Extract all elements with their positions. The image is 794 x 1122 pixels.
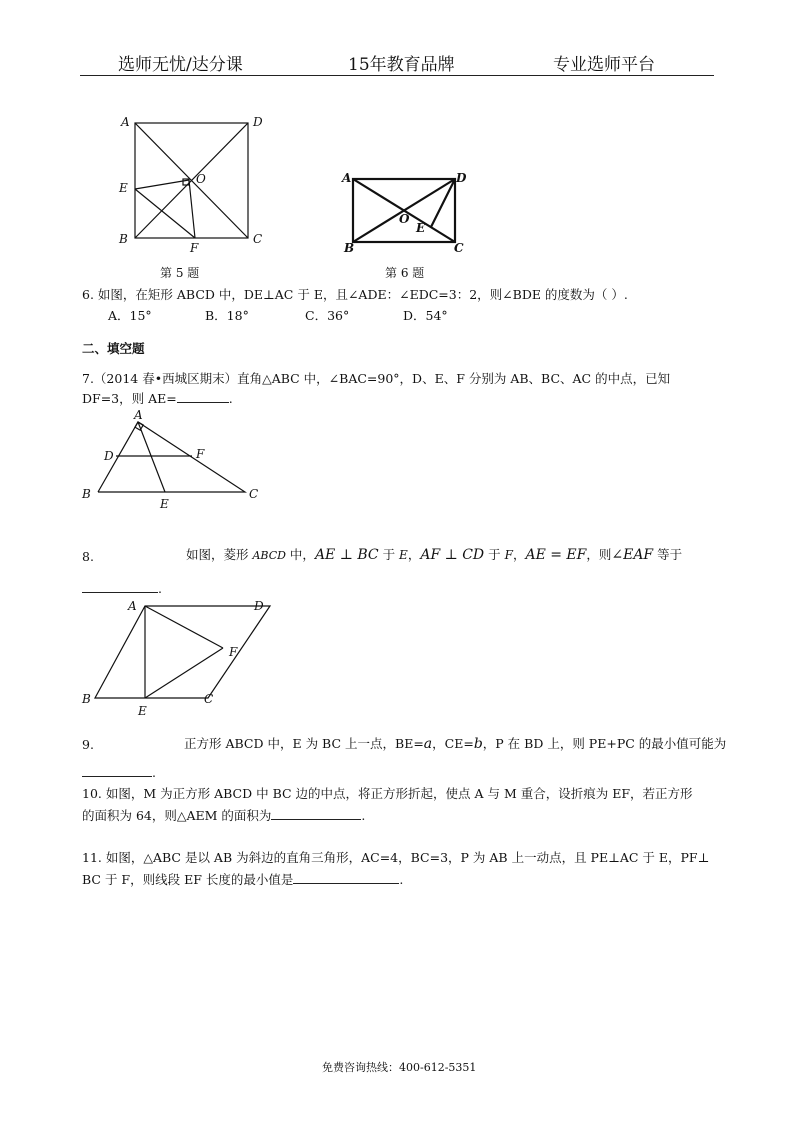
fig6-label-O: O [399, 212, 410, 226]
q9-var-b: b [473, 736, 483, 752]
q7-line2-text: DF=3，则 AE= [82, 391, 177, 406]
q8-number: 8. [82, 549, 94, 564]
q8-answer-line: . [82, 580, 162, 597]
q10-line1: 10. 如图，M 为正方形 ABCD 中 BC 边的中点，将正方形折起，使点 A 与 M 重合，设折痕为 EF，若正方形 [82, 786, 693, 801]
q8-text: 如图，菱形 ABCD 中，AE ⊥ BC 于 E，AF ⊥ CD 于 F，AE = EF，则∠EAF 等于 [186, 547, 683, 563]
fig5-label-O: O [196, 172, 206, 186]
header-rule [80, 75, 714, 76]
fig7-label-C: C [249, 487, 259, 501]
q9-text: 正方形 ABCD 中，E 为 BC 上一点，BE=a，CE=b，P 在 BD 上，则 PE+PC 的最小值可能为 [184, 736, 727, 752]
fig6-label-E: E [416, 221, 426, 235]
fig5-label-D: D [253, 115, 263, 129]
q10-line2: 的面积为 64，则△AEM 的面积为 . [82, 808, 366, 823]
figure-5-caption: 第 5 题 [160, 266, 200, 280]
fig8-label-D: D [254, 599, 264, 613]
q11-line1: 11. 如图，△ABC 是以 AB 为斜边的直角三角形，AC=4，BC=3，P 为 AB 上一动点，且 PE⊥AC 于 E，PF⊥ [82, 850, 710, 865]
q8-expr-angle-eaf: ∠EAF [611, 547, 654, 563]
fig6-label-B: B [344, 241, 355, 255]
q8-expr-ae-perp-bc: AE ⊥ BC [314, 547, 379, 563]
q6-option-a: A．15° [108, 308, 152, 323]
q7-answer-blank[interactable] [177, 390, 229, 403]
q6-option-c: C．36° [305, 308, 350, 323]
fig7-label-B: B [82, 487, 91, 501]
fig8-label-A: A [128, 599, 137, 613]
fig6-label-D: D [456, 171, 467, 185]
footer-hotline: 免费咨询热线：400-612-5351 [322, 1061, 477, 1074]
header-right: 专业选师平台 [553, 55, 655, 75]
q7-line1: 7.（2014 春•西城区期末）直角△ABC 中，∠BAC=90°，D、E、F 分别为 AB、BC、AC 的中点，已知 [82, 371, 671, 386]
section-title: 二、填空题 [82, 341, 145, 356]
fig5-label-B: B [119, 232, 128, 246]
q8-expr-af-perp-cd: AF ⊥ CD [420, 547, 485, 563]
q8-expr-ae-eq-ef: AE = EF [525, 547, 587, 563]
fig7-label-D: D [104, 449, 114, 463]
q11-answer-blank[interactable] [293, 871, 399, 884]
fig6-label-A: A [342, 171, 352, 185]
figure-7-triangle [78, 408, 263, 510]
fig7-label-E: E [160, 497, 169, 510]
figure-8-rhombus [78, 596, 274, 718]
q9-answer-line: . [82, 764, 156, 781]
q6-text: 6. 如图，在矩形 ABCD 中，DE⊥AC 于 E，且∠ADE：∠EDC=3：2，则∠BDE 的度数为（ ）. [82, 287, 628, 302]
q11-line2: BC 于 F，则线段 EF 长度的最小值是 . [82, 872, 404, 887]
fig5-label-A: A [121, 115, 130, 129]
q9-answer-blank[interactable] [82, 764, 152, 777]
q7-line2: DF=3，则 AE= . [82, 391, 233, 406]
q8-answer-blank[interactable] [82, 580, 158, 593]
fig7-label-A: A [134, 408, 143, 422]
q10-answer-blank[interactable] [271, 807, 361, 820]
fig5-label-F: F [190, 241, 199, 255]
fig8-label-E: E [138, 704, 147, 718]
fig8-label-B: B [82, 692, 91, 706]
q6-option-b: B．18° [205, 308, 249, 323]
q6-option-d: D．54° [403, 308, 448, 323]
header-center: 15年教育品牌 [348, 55, 455, 75]
fig7-label-F: F [196, 447, 205, 461]
figure-6-rectangle [336, 165, 476, 257]
fig8-label-C: C [204, 692, 214, 706]
fig5-label-C: C [253, 232, 263, 246]
q9-var-a: a [423, 736, 433, 752]
fig5-label-E: E [119, 181, 128, 195]
fig8-label-F: F [229, 645, 238, 659]
header-left: 选师无忧/达分课 [118, 55, 243, 75]
figure-6-caption: 第 6 题 [385, 266, 425, 280]
fig6-label-C: C [454, 241, 464, 255]
q9-number: 9. [82, 737, 94, 752]
figure-5-square [110, 110, 270, 256]
